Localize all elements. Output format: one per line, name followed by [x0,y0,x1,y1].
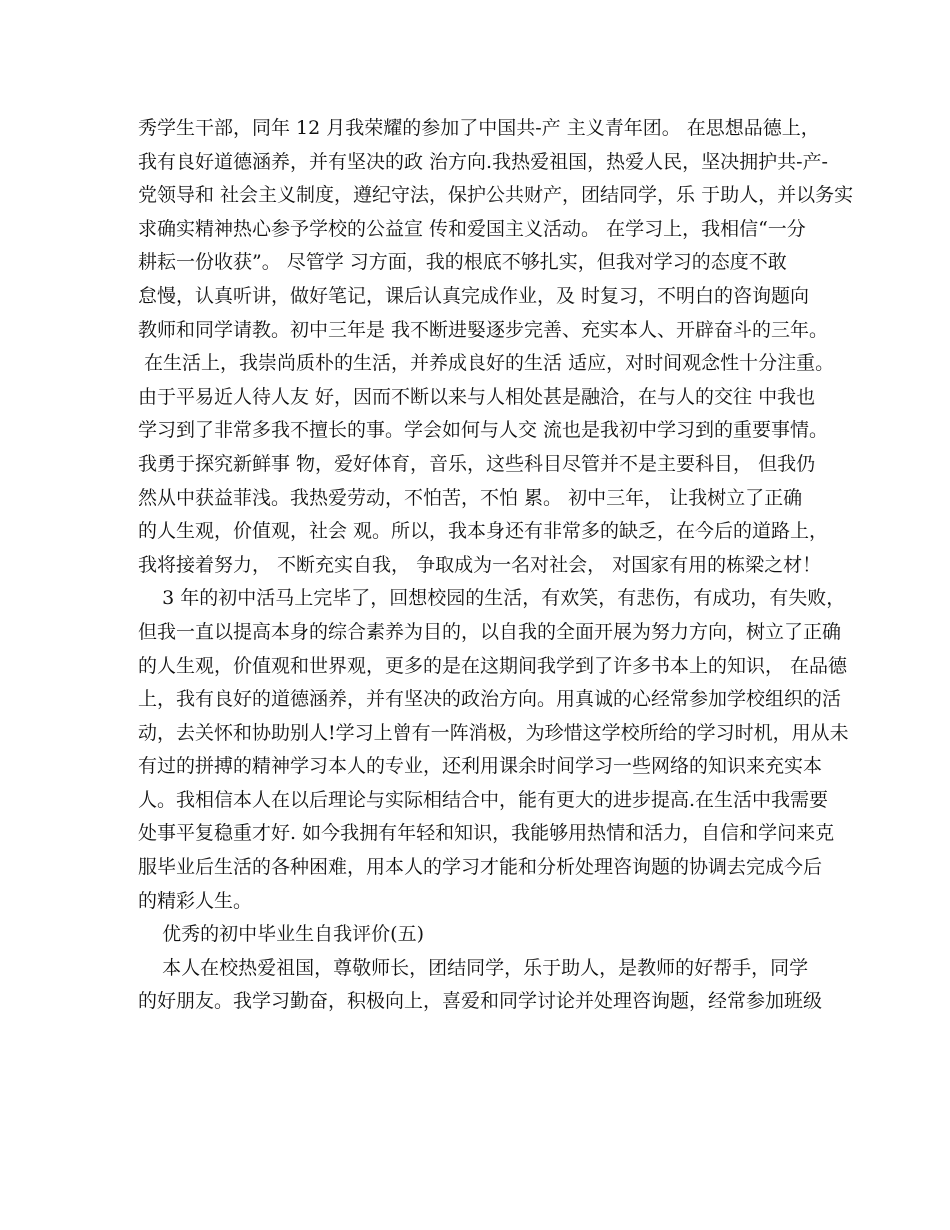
section-heading: 优秀的初中毕业生自我评价(五) [138,923,424,946]
text-line: 的精彩人生。 [138,889,253,912]
text-line: 服毕业后生活的各种困难，用本人的学习才能和分析处理咨询题的协调去完成今后 [138,856,823,879]
text-line: 本人在校热爱祖国，尊敬师长，团结同学，乐于助人，是教师的好帮手，同学 [138,956,809,979]
text-line: 我有良好道德涵养，并有坚决的政 治方向.我热爱祖国，热爱人民，坚决拥护共-产- [138,150,828,173]
text-line: 我勇于探究新鲜事 物，爱好体育，音乐，这些科目尽管并不是主要科目， 但我仍 [138,452,816,475]
text-line: 然从中获益菲浅。我热爱劳动，不怕苦，不怕 累。 初中三年， 让我树立了正确 [138,486,803,509]
text-line: 处事平复稳重才好. 如今我拥有年轻和知识，我能够用热情和活力，自信和学问来克 [138,822,835,845]
text-line: 党领导和 社会主义制度，遵纪守法，保护公共财产，团结同学，乐 于助人，并以务实 [138,184,854,207]
text-line: 的人生观，价值观，社会 观。所以，我本身还有非常多的缺乏，在今后的道路上， [138,520,829,543]
text-line: 我将接着努力， 不断充实自我， 争取成为一名对社会， 对国家有用的栋梁之材！ [138,553,822,576]
text-line: 上，我有良好的道德涵养，并有坚决的政治方向。用真诚的心经常参加学校组织的活 [138,688,842,711]
text-line: 但我一直以提高本身的综合素养为目的，以自我的全面开展为努力方向，树立了正确 [138,620,842,643]
text-line: 耕耘一份收获”。 尽管学 习方面，我的根底不够扎实，但我对学习的态度不敢 [138,251,787,274]
text-line: 3 年的初中活马上完毕了，回想校园的生活，有欢笑，有悲伤，有成功，有失败， [138,587,846,610]
text-line: 秀学生干部，同年 12 月我荣耀的参加了中国共-产 主义青年团。 在思想品德上， [138,117,820,139]
text-line: 的好朋友。我学习勤奋，积极向上，喜爱和同学讨论并处理咨询题，经常参加班级 [138,990,823,1013]
text-line: 求确实精神热心参予学校的公益宣 传和爱国主义活动。 在学习上，我相信“一分 [138,217,806,240]
text-line: 由于平易近人待人友 好，因而不断以来与人相处甚是融洽，在与人的交往 中我也 [138,385,816,408]
text-line: 学习到了非常多我不擅长的事。学会如何与人交 流也是我初中学习到的重要事情。 [138,419,829,442]
text-line: 人。我相信本人在以后理论与实际相结合中，能有更大的进步提高.在生活中我需要 [138,788,829,811]
text-line: 教师和同学请教。初中三年是 我不断进婜逐步完善、充实本人、开辟奋斗的三年。 [138,318,829,341]
text-line: 有过的拼搏的精神学习本人的专业，还利用课余时间学习一些网络的知识来充实本 [138,755,823,778]
document-body [138,112,854,1019]
text-line: 动，去关怀和协助别人!学习上曾有一阵消极，为珍惜这学校所给的学习时机，用从未 [138,721,849,744]
text-line: 怠慢，认真听讲，做好笔记，课后认真完成作业，及 时复习，不明白的咨询题向 [138,284,810,307]
text-line: 的人生观，价值观和世界观，更多的是在这期间我学到了许多书本上的知识， 在品德 [138,654,848,677]
text-line: 在生活上，我崇尚质朴的生活，并养成良好的生活 适应，对时间观念性十分注重。 [138,352,835,375]
